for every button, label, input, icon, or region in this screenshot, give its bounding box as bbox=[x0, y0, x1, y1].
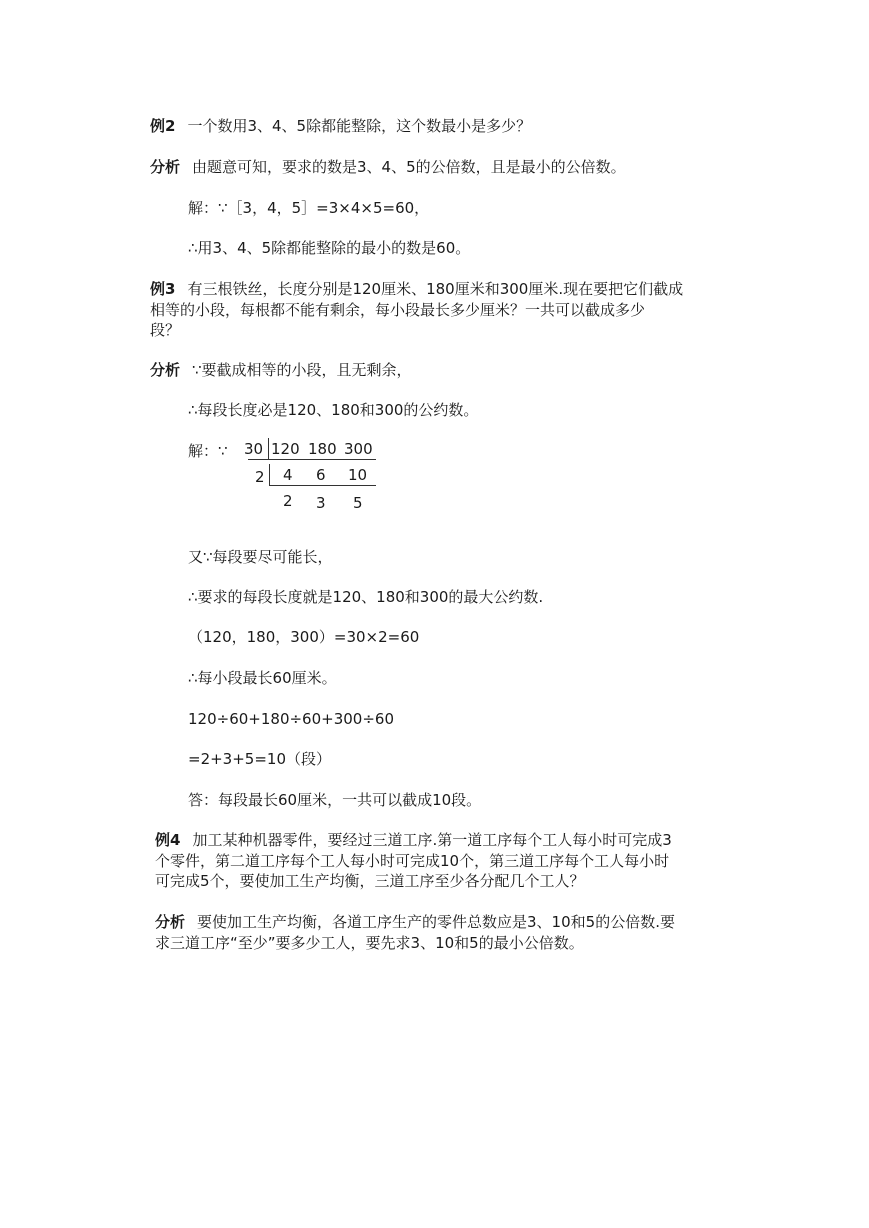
ex4-label: 例4 bbox=[155, 831, 181, 849]
division-result: 3 bbox=[316, 494, 326, 512]
division-result: 2 bbox=[283, 492, 293, 510]
ex3-step-5: 120÷60+180÷60+300÷60 bbox=[188, 710, 394, 728]
ex3-step-2: ∴要求的每段长度就是120、180和300的最大公约数. bbox=[188, 588, 544, 606]
ex3-question-text-1: 有三根铁丝，长度分别是120厘米、180厘米和300厘米.现在要把它们截成 bbox=[187, 280, 684, 298]
division-quotient: 10 bbox=[348, 466, 368, 484]
ex3-label: 例3 bbox=[150, 280, 176, 298]
ex2-analysis-text: 由题意可知，要求的数是3、4、5的公倍数，且是最小的公倍数。 bbox=[192, 158, 626, 176]
ex2-question bbox=[150, 116, 531, 136]
ex2-solution-line-2: ∴用3、4、5除都能整除的最小的数是60。 bbox=[188, 239, 471, 257]
ex4-question-line-3: 可完成5个，要使加工生产均衡，三道工序至少各分配几个工人？ bbox=[155, 872, 585, 890]
ex2-question-text: 一个数用3、4、5除都能整除，这个数最小是多少？ bbox=[187, 117, 532, 135]
ex3-answer: 答：每段最长60厘米，一共可以截成10段。 bbox=[188, 791, 482, 809]
ex3-step-4: ∴每小段最长60厘米。 bbox=[188, 669, 337, 687]
ex3-question-line-1 bbox=[150, 279, 683, 299]
ex4-analysis-line-2: 求三道工序“至少”要多少工人，要先求3、10和5的最小公倍数。 bbox=[155, 934, 584, 952]
short-division bbox=[188, 437, 428, 517]
division-rule-2 bbox=[269, 485, 376, 486]
division-value: 300 bbox=[344, 440, 373, 458]
ex3-step-1: 又∵每段要尽可能长， bbox=[188, 548, 333, 566]
ex3-analysis-line-2: ∴每段长度必是120、180和300的公约数。 bbox=[188, 401, 479, 419]
division-result: 5 bbox=[353, 494, 363, 512]
ex4-question-line-1 bbox=[155, 830, 672, 850]
ex4-analysis-line-1 bbox=[155, 912, 675, 932]
division-divisor-1: 30 bbox=[244, 440, 264, 458]
ex4-question-line-2: 个零件，第二道工序每个工人每小时可完成10个，第三道工序每个工人每小时 bbox=[155, 852, 670, 870]
ex2-solution-line-1: 解：∵［3，4，5］=3×4×5=60， bbox=[188, 199, 430, 217]
ex4-analysis-label: 分析 bbox=[155, 913, 186, 931]
division-bracket-2 bbox=[269, 464, 270, 486]
ex3-analysis bbox=[150, 360, 412, 380]
ex2-label: 例2 bbox=[150, 117, 176, 135]
division-prefix: 解：∵ bbox=[188, 442, 228, 460]
division-quotient: 4 bbox=[283, 466, 293, 484]
ex3-question-line-2: 相等的小段，每根都不能有剩余，每小段最长多少厘米？一共可以截成多少 bbox=[150, 301, 646, 319]
ex4-analysis-text-1: 要使加工生产均衡，各道工序生产的零件总数应是3、10和5的公倍数.要 bbox=[197, 913, 675, 931]
division-bracket-1 bbox=[268, 438, 269, 460]
ex3-analysis-label: 分析 bbox=[150, 361, 181, 379]
division-value: 180 bbox=[308, 440, 337, 458]
ex2-analysis bbox=[150, 157, 626, 177]
division-divisor-2: 2 bbox=[255, 468, 265, 486]
ex4-question-text-1: 加工某种机器零件，要经过三道工序.第一道工序每个工人每小时可完成3 bbox=[192, 831, 672, 849]
ex2-analysis-label: 分析 bbox=[150, 158, 181, 176]
ex3-step-6: =2+3+5=10（段） bbox=[188, 750, 331, 768]
ex3-question-line-3: 段？ bbox=[150, 321, 181, 339]
division-quotient: 6 bbox=[316, 466, 326, 484]
division-rule-1 bbox=[248, 459, 376, 460]
ex3-step-3: （120，180，300）=30×2=60 bbox=[188, 628, 420, 646]
division-value: 120 bbox=[271, 440, 300, 458]
ex3-analysis-text: ∵要截成相等的小段，且无剩余， bbox=[192, 361, 412, 379]
